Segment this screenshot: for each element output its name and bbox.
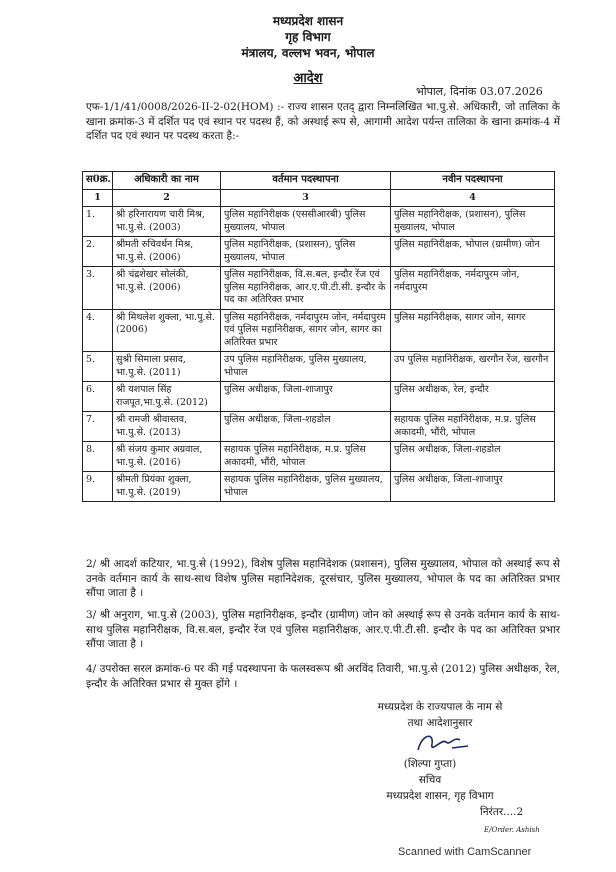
date-line: भोपाल, दिनांक 03.07.2026 <box>416 85 543 98</box>
row-new-posting: पुलिस अधीक्षक, जिला-शाजापुर <box>391 472 555 502</box>
row-current-posting: पुलिस महानिरीक्षक (एससीआरबी) पुलिस मुख्यालय, भोपाल <box>221 207 391 237</box>
row-sno: 8. <box>83 442 113 472</box>
row-officer-name: श्री यशपाल सिंह राजपूत,भा.पु.से. (2012) <box>113 382 221 412</box>
table-row <box>83 207 555 237</box>
header-current-posting: वर्तमान पदस्थापना <box>221 172 391 190</box>
header-government: मध्यप्रदेश शासन <box>272 14 344 28</box>
row-new-posting: पुलिस महानिरीक्षक, सागर जोन, सागर <box>391 309 555 352</box>
row-officer-name: श्री संजय कुमार अग्रवाल, भा.पु.से. (2016) <box>113 442 221 472</box>
table-row <box>83 442 555 472</box>
row-officer-name: श्री रामजी श्रीवास्तव, भा.पु.से. (2013) <box>113 412 221 442</box>
row-sno: 5. <box>83 352 113 382</box>
row-new-posting: पुलिस अधीक्षक, जिला-शहडोल <box>391 442 555 472</box>
row-new-posting: पुलिस महानिरीक्षक, (प्रशासन), पुलिस मुख्यालय, भोपाल <box>391 207 555 237</box>
row-new-posting: सहायक पुलिस महानिरीक्षक, म.प्र. पुलिस अकादमी, भौंरी, भोपाल <box>391 412 555 442</box>
row-current-posting: उप पुलिस महानिरीक्षक, पुलिस मुख्यालय, भोपाल <box>221 352 391 382</box>
header-officer-name: अधिकारी का नाम <box>113 172 221 190</box>
signatory-designation: सचिव <box>418 774 442 786</box>
table-row <box>83 309 555 352</box>
paragraph-2: 2/ श्री आदर्श कटियार, भा.पु.से (1992), विशेष पुलिस महानिदेशक (प्रशासन), पुलिस मुख्यालय, भोपाल को अस्थाई रूप से उनके वर्तमान कार्य के साथ-साथ विशेष पुलिस महानिदेशक, दूरसंचार, पुलिस मुख्यालय, भोपाल के पद का अतिरिक्त प्रभार सौंपा जाता है । <box>86 558 560 599</box>
row-current-posting: सहायक पुलिस महानिरीक्षक, पुलिस मुख्यालय, भोपाल <box>221 472 391 502</box>
row-officer-name: श्री मिथलेश शुक्ला, भा.पु.से. (2006) <box>113 309 221 352</box>
row-officer-name: श्रीमती रुचिवर्धन मिश्र, भा.पु.से. (2006) <box>113 237 221 267</box>
table-row <box>83 472 555 502</box>
header-address: मंत्रालय, वल्लभ भवन, भोपाल <box>241 46 375 60</box>
scanner-watermark: Scanned with CamScanner <box>398 846 532 858</box>
row-sno: 1. <box>83 207 113 237</box>
intro-paragraph: एफ-1/1/41/0008/2026-II-2-02(HOM) :- राज्य शासन एतद् द्वारा निम्नलिखित भा.पु.से. अधिकारी, जो तालिका के खाना क्रमांक-3 में दर्शित पद एवं स्थान पर पदस्थ हैं, को अस्थाई रूप से, आगामी आदेश पर्यन्त तालिका के खाना क्रमांक-4 में दर्शित पद एवं स्थान पर पदस्थ करता है:- <box>86 101 560 142</box>
header-department: गृह विभाग <box>285 30 331 44</box>
row-sno: 7. <box>83 412 113 442</box>
row-current-posting: पुलिस महानिरीक्षक, (प्रशासन), पुलिस मुख्यालय, भोपाल <box>221 237 391 267</box>
row-new-posting: पुलिस महानिरीक्षक, भोपाल (ग्रामीण) जोन <box>391 237 555 267</box>
table-column-number-row <box>83 189 555 207</box>
table-row <box>83 412 555 442</box>
table-row <box>83 352 555 382</box>
document-title: आदेश <box>293 71 323 86</box>
row-current-posting: पुलिस अधीक्षक, जिला-शहडोल <box>221 412 391 442</box>
table-row <box>83 267 555 310</box>
row-sno: 6. <box>83 382 113 412</box>
signatory-office: मध्यप्रदेश शासन, गृह विभाग <box>386 790 494 802</box>
paragraph-3: 3/ श्री अनुराग, भा.पु.से (2003), पुलिस महानिरीक्षक, इन्दौर (ग्रामीण) जोन को अस्थाई रूप से उनके वर्तमान कार्य के साथ-साथ पुलिस महानिरीक्षक, वि.स.बल, इन्दौर रेंज एवं पुलिस महानिरीक्षक, आर.ए.पी.टी.सी. इन्दौर के पद का अतिरिक्त प्रभार सौंपा जाता है । <box>86 609 560 650</box>
posting-table <box>82 171 555 502</box>
header-new-posting: नवीन पदस्थापना <box>391 172 555 190</box>
table-row <box>83 382 555 412</box>
table-row <box>83 237 555 267</box>
row-sno: 9. <box>83 472 113 502</box>
col-number: 3 <box>221 189 391 207</box>
footnote-initials: E/Order. Ashish <box>484 826 540 834</box>
row-sno: 2. <box>83 237 113 267</box>
table-header-row <box>83 172 555 190</box>
continued-marker: निरंतर....2 <box>480 806 524 818</box>
row-current-posting: सहायक पुलिस महानिरीक्षक, म.प्र. पुलिस अकादमी, भौंरी, भोपाल <box>221 442 391 472</box>
col-number: 2 <box>113 189 221 207</box>
row-new-posting: उप पुलिस महानिरीक्षक, खरगौन रेंज, खरगौन <box>391 352 555 382</box>
paragraph-4: 4/ उपरोक्त सरल क्रमांक-6 पर की गई पदस्थापना के फलस्वरूप श्री अरविंद तिवारी, भा.पु.से (2012) पुलिस अधीक्षक, रेल, इन्दौर के अतिरिक्त प्रभार से मुक्त होंगे । <box>86 663 560 690</box>
row-sno: 3. <box>83 267 113 310</box>
signature-order-line: तथा आदेशानुसार <box>407 717 473 729</box>
row-officer-name: श्रीमती प्रियंका शुक्ला, भा.पु.से. (2019) <box>113 472 221 502</box>
row-current-posting: पुलिस अधीक्षक, जिला-शाजापुर <box>221 382 391 412</box>
signatory-name: (शिल्पा गुप्ता) <box>403 758 457 770</box>
row-sno: 4. <box>83 309 113 352</box>
row-new-posting: पुलिस अधीक्षक, रेल, इन्दौर <box>391 382 555 412</box>
row-officer-name: सुश्री सिमाला प्रसाद, भा.पु.से. (2011) <box>113 352 221 382</box>
signature-authority-line: मध्यप्रदेश के राज्यपाल के नाम से <box>377 701 503 713</box>
header-sno: स0क्र. <box>83 172 113 190</box>
row-new-posting: पुलिस महानिरीक्षक, नर्मदापुरम जोन, नर्मदापुरम <box>391 267 555 310</box>
row-current-posting: पुलिस महानिरीक्षक, नर्मदापुरम जोन, नर्मदापुरम एवं पुलिस महानिरीक्षक, सागर जोन, सागर का अतिरिक्त प्रभार <box>221 309 391 352</box>
row-current-posting: पुलिस महानिरीक्षक, वि.स.बल, इन्दौर रेंज एवं पुलिस महानिरीक्षक, आर.ए.पी.टी.सी. इन्दौर के पद का अतिरिक्त प्रभार <box>221 267 391 310</box>
col-number: 4 <box>391 189 555 207</box>
col-number: 1 <box>83 189 113 207</box>
handwritten-signature <box>412 728 472 758</box>
row-officer-name: श्री हरिनारायण चारी मिश्र, भा.पु.से. (2003) <box>113 207 221 237</box>
row-officer-name: श्री चंद्रशेखर सोलंकी, भा.पु.से. (2006) <box>113 267 221 310</box>
